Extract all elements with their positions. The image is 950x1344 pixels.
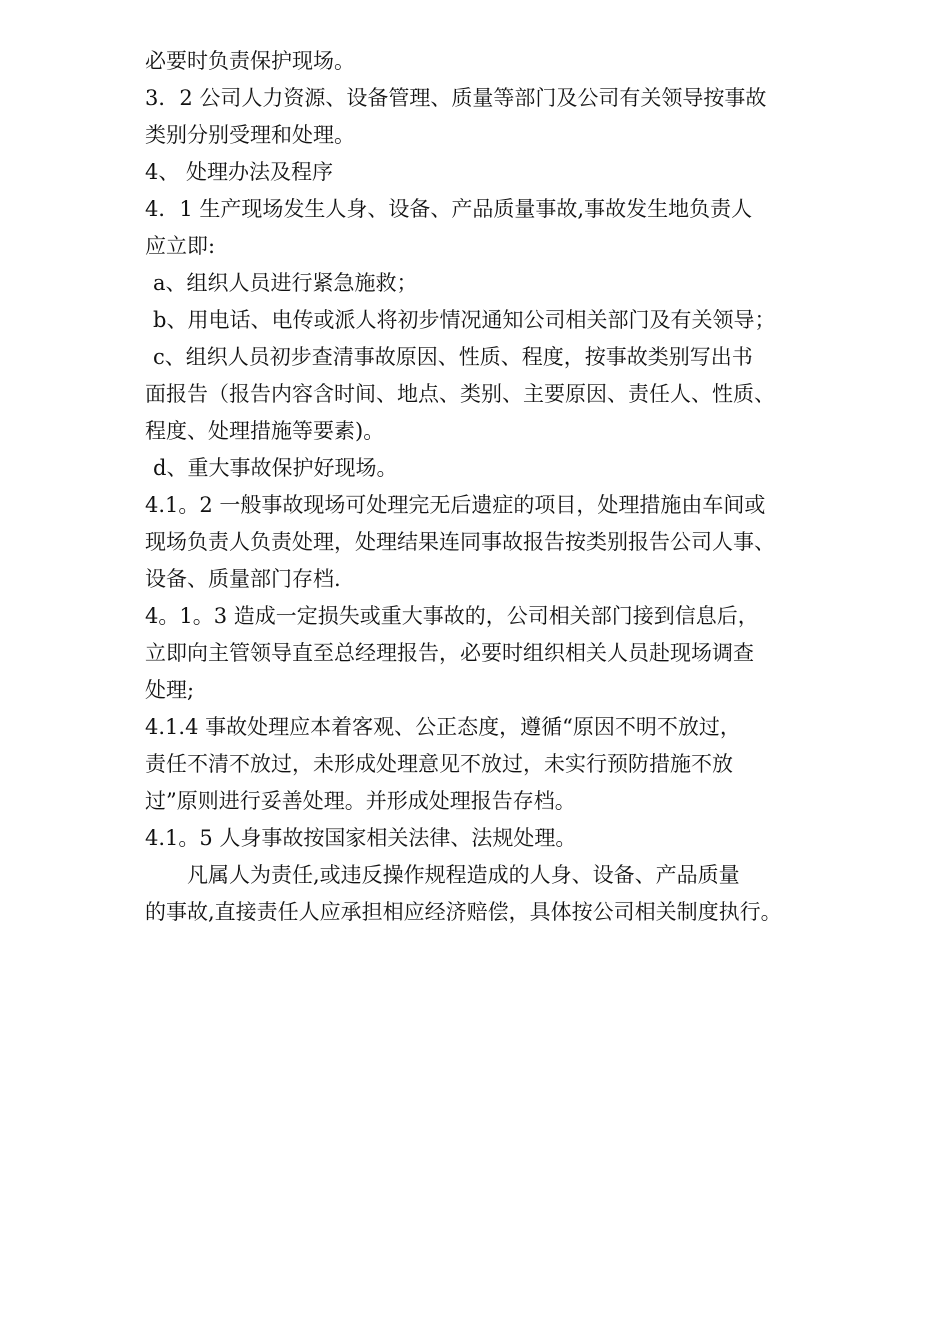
list-item: d、重大事故保护好现场。: [153, 456, 398, 480]
text-line: 应立即:: [145, 234, 216, 258]
paragraph-line: 凡属人为责任,或违反操作规程造成的人身、设备、产品质量: [187, 863, 740, 887]
text-line: 4。1。3 造成一定损失或重大事故的，公司相关部门接到信息后，: [145, 604, 759, 628]
text-line: 4.1。5 人身事故按国家相关法律、法规处理。: [145, 826, 577, 850]
text-line: 现场负责人负责处理，处理结果连同事故报告按类别报告公司人事、: [145, 530, 775, 554]
section-heading: 4、 处理办法及程序: [145, 160, 334, 184]
text-line: 必要时负责保护现场。: [145, 49, 355, 73]
list-item: b、用电话、电传或派人将初步情况通知公司相关部门及有关领导；: [153, 308, 776, 332]
text-line: 4.1.4 事故处理应本着客观、公正态度，遵循“原因不明不放过，: [145, 715, 741, 739]
list-item: c、组织人员初步查清事故原因、性质、程度，按事故类别写出书: [153, 345, 753, 369]
text-line: 责任不清不放过，未形成处理意见不放过，未实行预防措施不放: [145, 752, 733, 776]
paragraph-line: 的事故,直接责任人应承担相应经济赔偿，具体按公司相关制度执行。: [145, 900, 782, 924]
text-line: 面报告（报告内容含时间、地点、类别、主要原因、责任人、性质、: [145, 382, 775, 406]
text-line: 4．1 生产现场发生人身、设备、产品质量事故,事故发生地负责人: [145, 197, 753, 221]
text-line: 3．2 公司人力资源、设备管理、质量等部门及公司有关领导按事故: [145, 86, 767, 110]
text-line: 过”原则进行妥善处理。并形成处理报告存档。: [145, 789, 576, 813]
list-item: a、组织人员进行紧急施救；: [153, 271, 418, 295]
text-line: 处理;: [145, 678, 195, 702]
text-line: 4.1。2 一般事故现场可处理完无后遗症的项目，处理措施由车间或: [145, 493, 766, 517]
text-line: 程度、处理措施等要素)。: [145, 419, 385, 443]
document-body: [145, 43, 835, 931]
text-line: 设备、质量部门存档.: [145, 567, 341, 591]
text-line: 类别分别受理和处理。: [145, 123, 355, 147]
text-line: 立即向主管领导直至总经理报告，必要时组织相关人员赴现场调查: [145, 641, 754, 665]
